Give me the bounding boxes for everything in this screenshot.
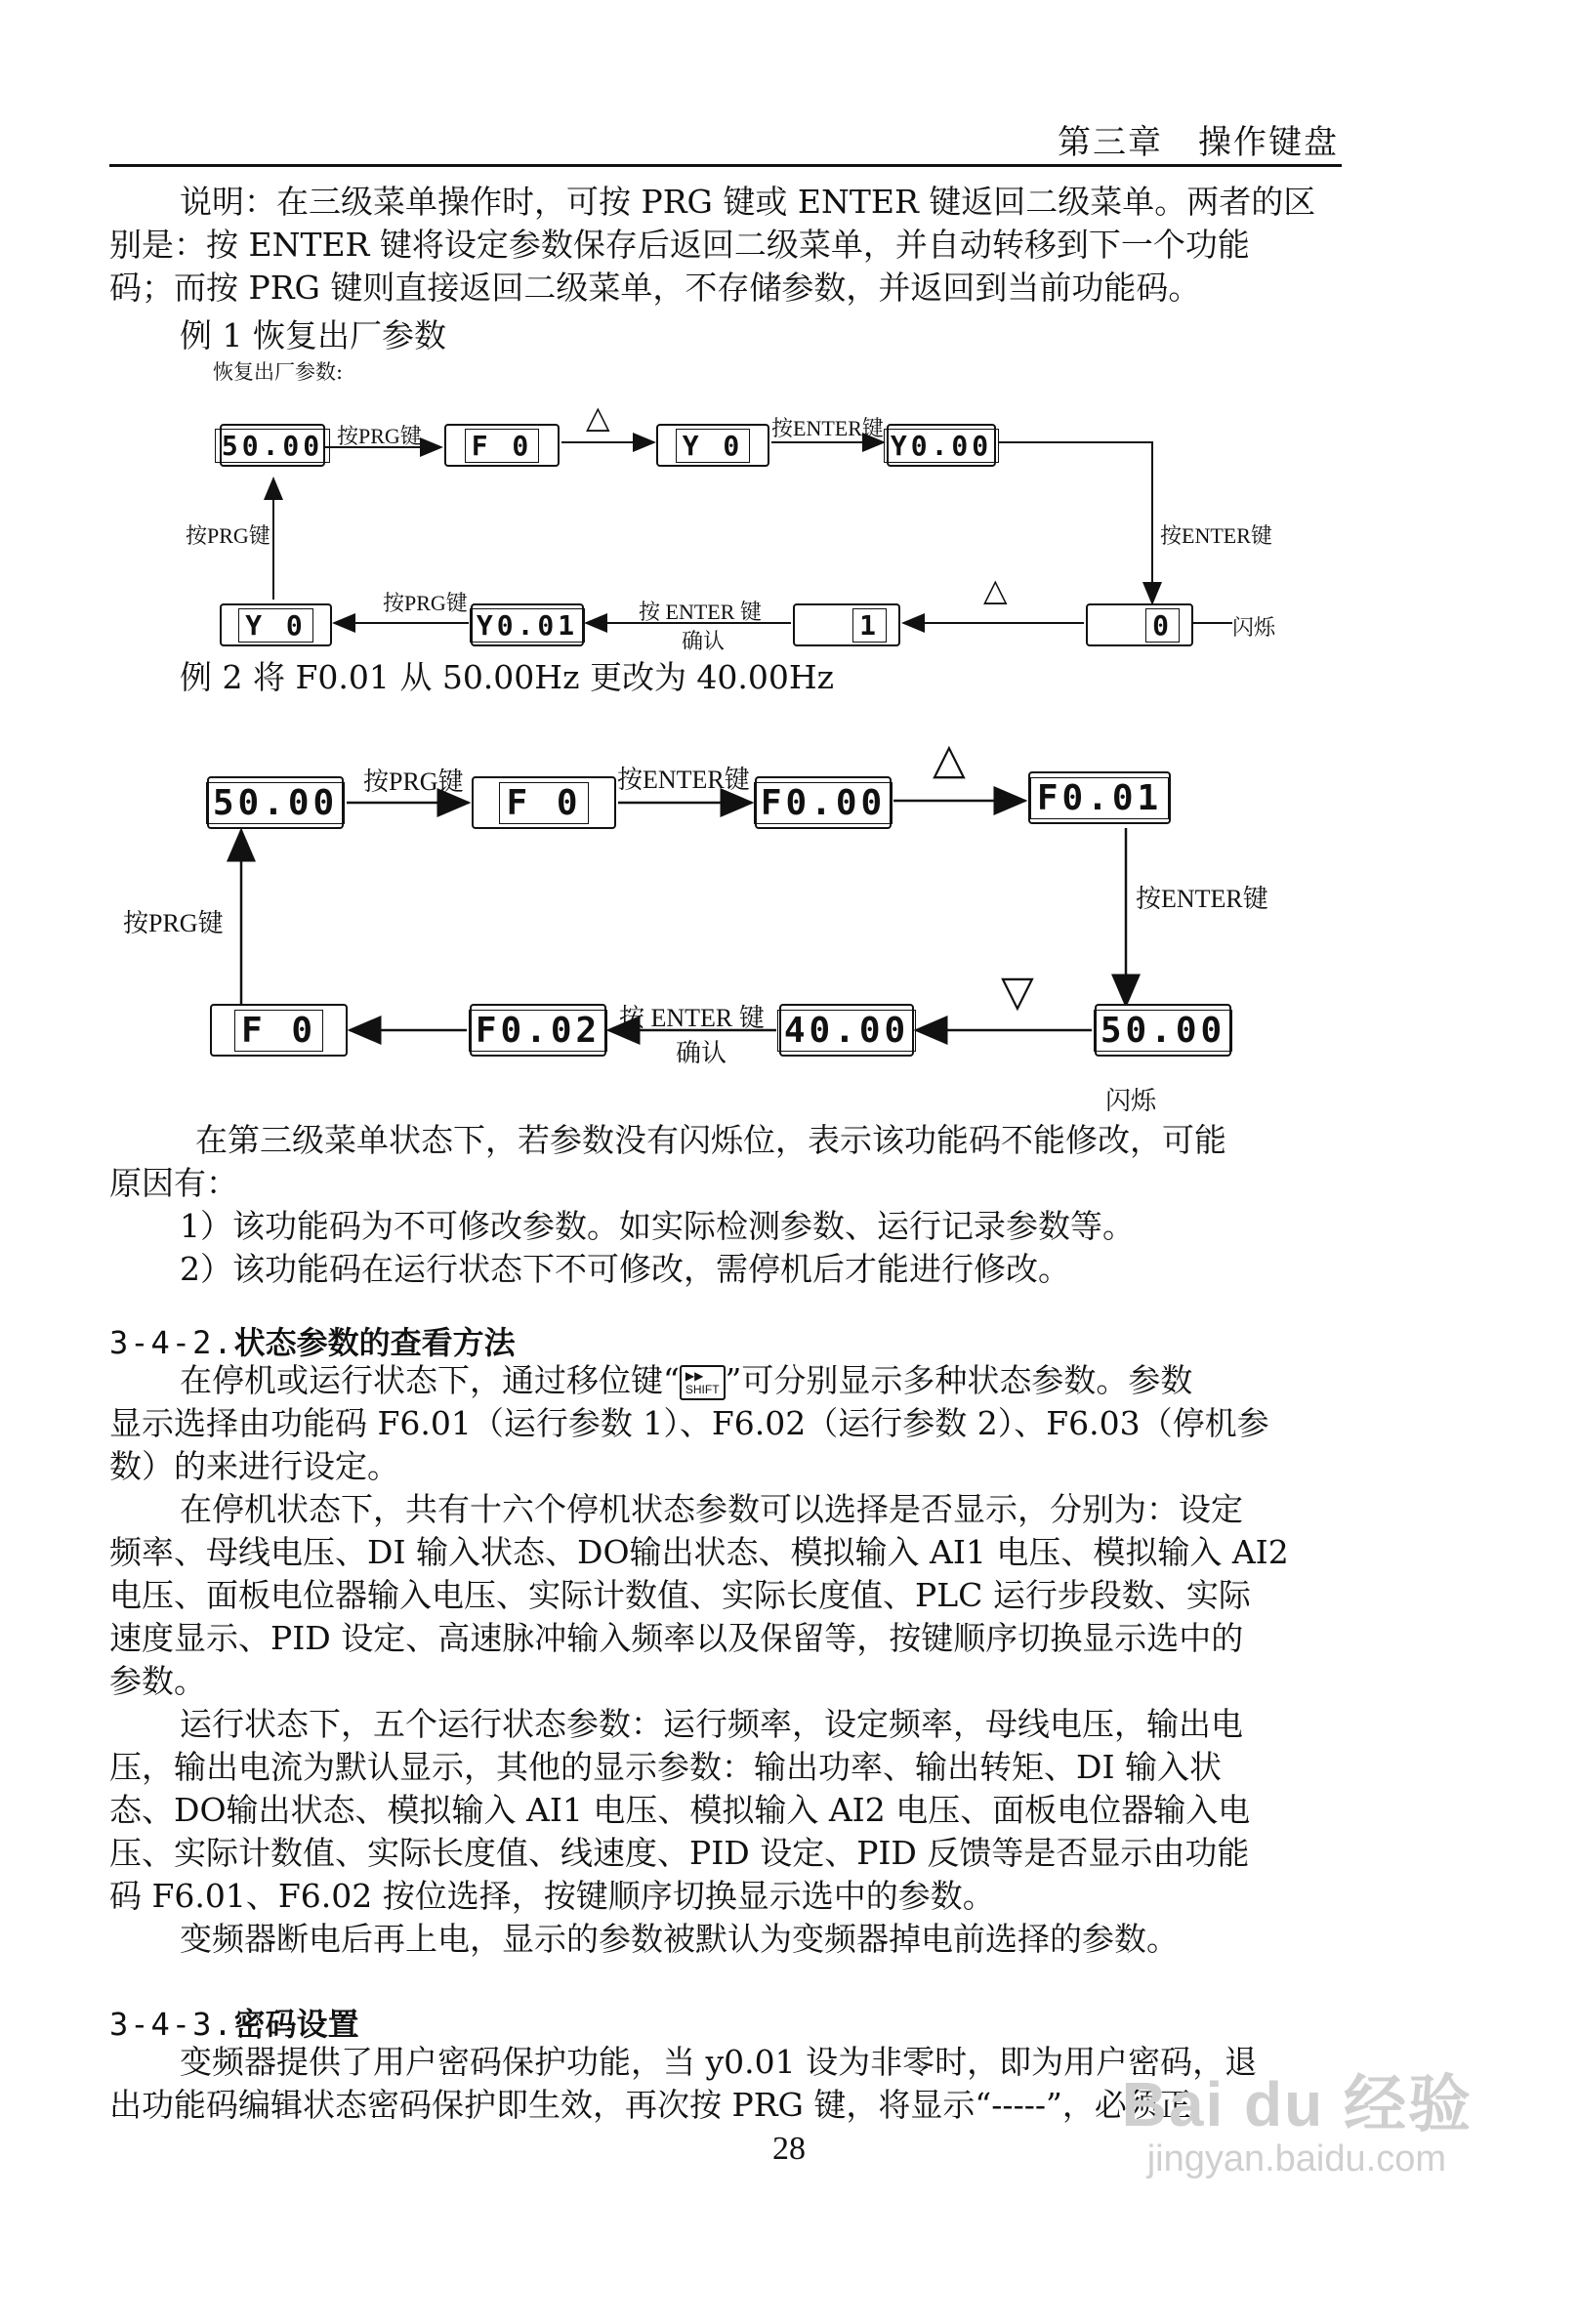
section-342-p3-line-4: 压、实际计数值、实际长度值、线速度、PID 设定、PID 反馈等是否显示由功能 <box>109 1834 1250 1872</box>
ex2-label-enter-right: 按ENTER键 <box>1136 885 1268 913</box>
ex1-label-prg-left: 按PRG键 <box>186 523 270 548</box>
ex1-label-prg1: 按PRG键 <box>337 424 422 448</box>
section-342-p3-line-2: 压，输出电流为默认显示，其他的显示参数：输出功率、输出转矩、DI 输入状 <box>109 1748 1222 1786</box>
intro-line-3: 码；而按 PRG 键则直接返回二级菜单，不存储参数，并返回到当前功能码。 <box>109 269 1201 307</box>
ex1-display-5: 0 <box>1086 603 1193 646</box>
section-342-p2-line-1: 在停机状态下，共有十六个停机状态参数可以选择是否显示，分别为：设定 <box>180 1490 1243 1528</box>
example1-caption: 恢复出厂参数: <box>213 360 344 384</box>
ex1-display-7: Y0.01 <box>471 603 584 646</box>
ex1-label-enter1: 按ENTER键 <box>771 416 884 440</box>
section-342-p2-line-4: 速度显示、PID 设定、高速脉冲输入频率以及保留等，按键顺序切换显示选中的 <box>109 1619 1244 1657</box>
section-342-p1-line-3: 数）的来进行设定。 <box>109 1447 399 1485</box>
ex1-display-1: 50.00 <box>220 424 325 467</box>
ex1-up-arrow-1: △ <box>586 399 610 435</box>
section-343-heading <box>109 2000 359 2045</box>
section-343-line-1: 变频器提供了用户密码保护功能，当 y0.01 设为非零时，即为用户密码，退 <box>180 2043 1258 2081</box>
ex2-label-prg-left: 按PRG键 <box>123 909 224 937</box>
ex2-display-3: F0.00 <box>755 776 892 829</box>
ex2-display-6: 40.00 <box>779 1004 914 1057</box>
ex2-label-prg1: 按PRG键 <box>363 768 464 796</box>
ex1-label-prg2: 按PRG键 <box>383 591 468 615</box>
example2-arrows <box>0 684 1578 1133</box>
ex1-label-enter-confirm: 按 ENTER 键 <box>639 600 762 624</box>
ex2-display-4: F0.01 <box>1028 771 1171 824</box>
ex1-up-arrow-2: △ <box>983 572 1008 607</box>
section-343-number: 3-4-3. <box>109 2006 234 2043</box>
ex1-label-confirm: 确认 <box>682 629 726 653</box>
section-342-p3-line-3: 态、DO输出状态、模拟输入 AI1 电压、模拟输入 AI2 电压、面板电位器输入电 <box>109 1791 1251 1829</box>
section-342-heading <box>109 1318 516 1363</box>
example1-arrows <box>0 0 1578 684</box>
ex2-up-arrow: △ <box>933 735 966 783</box>
section-342-p4: 变频器断电后再上电，显示的参数被默认为变频器掉电前选择的参数。 <box>180 1920 1179 1958</box>
ex2-label-enter1: 按ENTER键 <box>617 766 750 794</box>
ex2-down-arrow: ▽ <box>1001 968 1034 1016</box>
section-342-number: 3-4-2. <box>109 1324 234 1361</box>
ex1-display-4: Y0.00 <box>887 424 996 467</box>
ex2-display-2: F 0 <box>472 776 616 829</box>
section-342-p2-line-2: 频率、母线电压、DI 输入状态、DO输出状态、模拟输入 AI1 电压、模拟输入 AI2 <box>109 1533 1289 1571</box>
intro-line-1: 说明：在三级菜单操作时，可按 PRG 键或 ENTER 键返回二级菜单。两者的区 <box>180 183 1316 221</box>
section-342-title: 状态参数的查看方法 <box>233 1324 516 1361</box>
watermark-logo: Bai du 经验 <box>1121 2069 1473 2139</box>
notes-reason-1: 1）该功能码为不可修改参数。如实际检测参数、运行记录参数等。 <box>180 1207 1135 1245</box>
section-342-p1-line-1: 在停机或运行状态下，通过移位键“ ▶▶ SHIFT ”可分别显示多种状态参数。参数 <box>180 1361 1193 1399</box>
notes-block <box>109 1119 1342 1291</box>
ex2-display-8: F 0 <box>210 1004 348 1057</box>
section-342-p2-line-3: 电压、面板电位器输入电压、实际计数值、实际长度值、PLC 运行步段数、实际 <box>109 1576 1251 1614</box>
notes-line-2: 原因有： <box>109 1164 238 1202</box>
section-342-p2-line-5: 参数。 <box>109 1662 206 1700</box>
intro-line-2: 别是：按 ENTER 键将设定参数保存后返回二级菜单，并自动转移到下一个功能 <box>109 226 1250 264</box>
example1-title: 例 1 恢复出厂参数 <box>180 316 446 354</box>
ex2-display-1: 50.00 <box>207 776 344 829</box>
section-342-p3-line-5: 码 F6.01、F6.02 按位选择，按键顺序切换显示选中的参数。 <box>109 1877 995 1915</box>
ex1-display-2: F 0 <box>444 424 560 467</box>
section-343-title: 密码设置 <box>233 2006 359 2043</box>
ex1-label-flash: 闪烁 <box>1232 615 1276 640</box>
ex1-display-3: Y 0 <box>656 424 769 467</box>
notes-reason-2: 2）该功能码在运行状态下不可修改，需停机后才能进行修改。 <box>180 1250 1070 1288</box>
ex1-display-8: Y 0 <box>220 603 332 646</box>
example2-title: 例 2 将 F0.01 从 50.00Hz 更改为 40.00Hz <box>180 658 835 696</box>
chapter-header: 第三章 操作键盘 <box>1058 123 1339 162</box>
ex1-display-6: 1 <box>793 603 900 646</box>
section-342-p3-line-1: 运行状态下，五个运行状态参数：运行频率，设定频率，母线电压，输出电 <box>180 1705 1243 1743</box>
ex2-label-confirm: 确认 <box>676 1039 727 1067</box>
section-343-line-2: 出功能码编辑状态密码保护即生效，再次按 PRG 键，将显示“-----”，必须正 <box>109 2086 1191 2124</box>
ex2-display-5: 50.00 <box>1095 1004 1231 1057</box>
section-342-p1-line-2: 显示选择由功能码 F6.01（运行参数 1）、F6.02（运行参数 2）、F6.03（停机参 <box>109 1404 1269 1442</box>
section-342-body <box>109 1359 1342 1961</box>
ex2-display-7: F0.02 <box>470 1004 606 1057</box>
watermark-url: jingyan.baidu.com <box>1146 2138 1446 2179</box>
page-number: 28 <box>772 2131 806 2167</box>
ex2-label-flash: 闪烁 <box>1105 1087 1157 1115</box>
ex1-label-enter-right: 按ENTER键 <box>1160 523 1272 548</box>
ex2-label-enter-confirm: 按 ENTER 键 <box>619 1004 765 1032</box>
shift-key-icon: ▶▶ SHIFT <box>680 1365 726 1400</box>
notes-line-1: 在第三级菜单状态下，若参数没有闪烁位，表示该功能码不能修改，可能 <box>195 1121 1226 1159</box>
